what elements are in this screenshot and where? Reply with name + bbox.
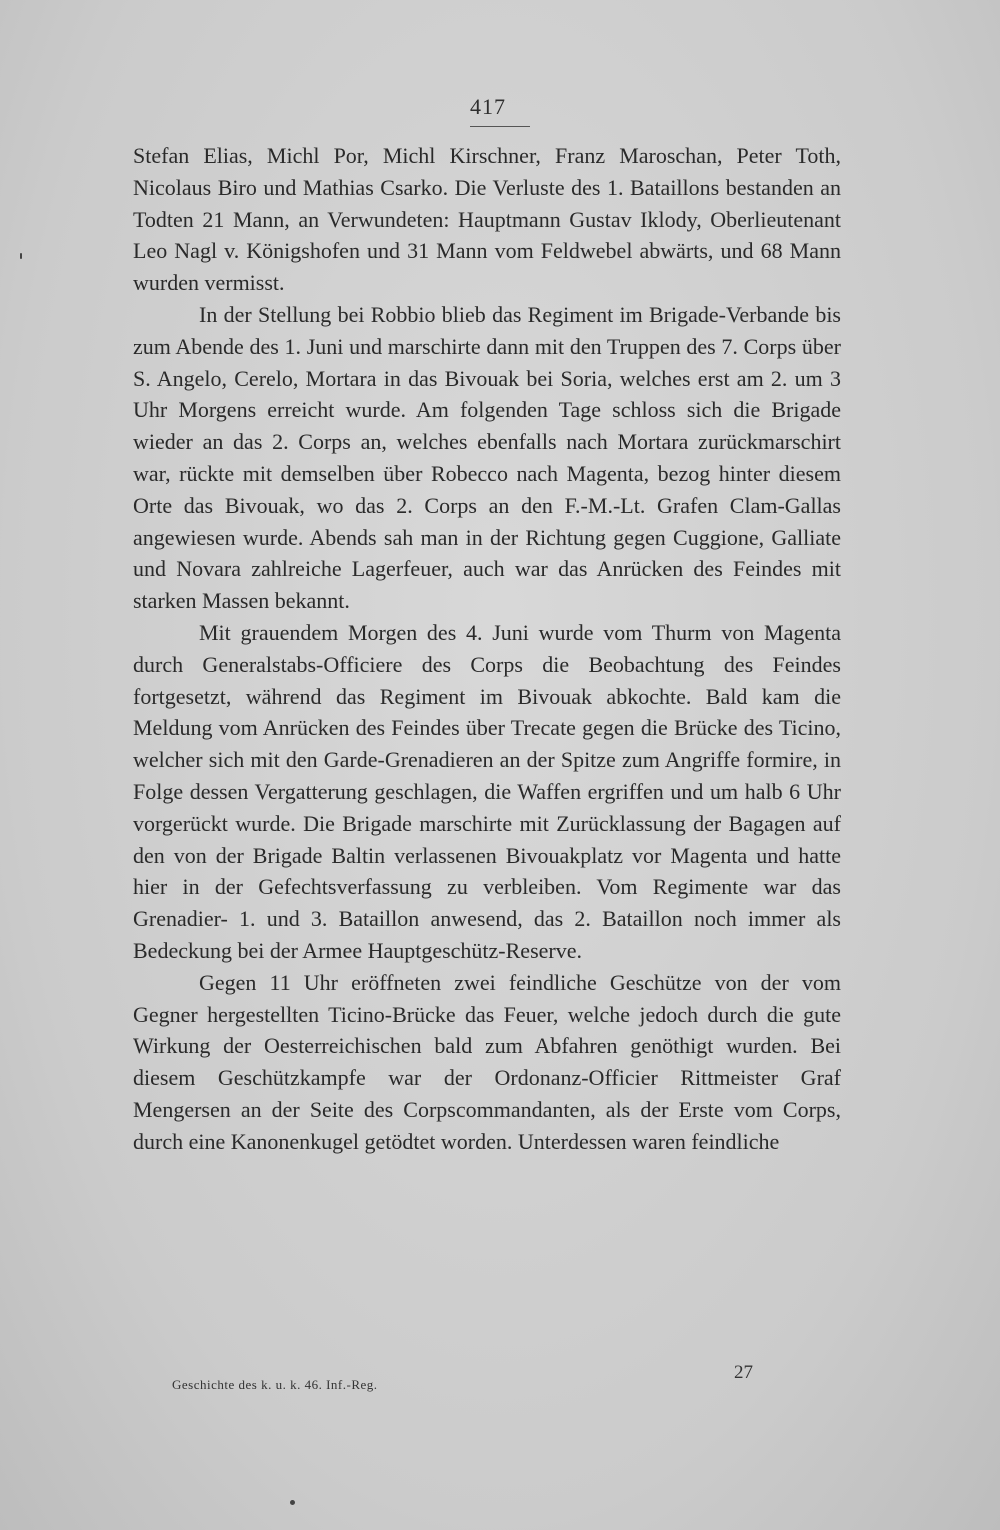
page-number-rule [470,126,530,127]
paragraph-2: In der Stellung bei Robbio blieb das Regiment im Brigade-Verbande bis zum Abende des 1. Juni und marschirte dann mit den Truppen des 7. Corps über S. Angelo, Cerelo, Mortara in das Bivouak bei Soria, welches erst am 2. um 3 Uhr Morgens erreicht wurde. Am folgenden Tage schloss sich die Brigade wieder an das 2. Corps an, welches ebenfalls nach Mortara zurückmarschirt war, rückte mit demselben über Robecco nach Magenta, bezog hinter diesem Orte das Bivouak, wo das 2. Corps an den F.-M.-Lt. Grafen Clam-Gallas angewiesen wurde. Abends sah man in der Richtung gegen Cuggione, Galliate und Novara zahlreiche Lagerfeuer, auch war das Anrücken des Feindes mit starken Massen bekannt. [133,301,841,614]
paragraph-4: Gegen 11 Uhr eröffneten zwei feindliche Geschütze von der vom Gegner hergestellten Ticino-Brücke das Feuer, welche jedoch durch die gute Wirkung der Oesterreichischen bald zum Abfahren genöthigt wurden. Bei diesem Geschützkampfe war der Ordonanz-Officier Rittmeister Graf Mengersen an der Seite des Corpscommandanten, als der Erste vom Corps, durch eine Kanonenkugel getödtet worden. Unterdessen waren feindliche [133,969,841,1154]
paragraph-1: Stefan Elias, Michl Por, Michl Kirschner, Franz Maroschan, Peter Toth, Nicolaus Biro und Mathias Csarko. Die Verluste des 1. Bataillons bestanden an Todten 21 Mann, an Verwundeten: Hauptmann Gustav Iklody, Oberlieutenant Leo Nagl v. Königshofen und 31 Mann vom Feldwebel abwärts, und 68 Mann wurden vermisst. [133,143,841,296]
paragraph-3: Mit grauendem Morgen des 4. Juni wurde vom Thurm von Magenta durch Generalstabs-Officiere des Corps die Beobachtung des Feindes fortgesetzt, während das Regiment im Bivouak abkochte. Bald kam die Meldung vom Anrücken des Feindes über Trecate gegen die Brücke des Ticino, welcher sich mit den Garde-Grenadieren an der Spitze zum Angriffe formire, in Folge dessen Vergatterung geschlagen, die Waffen ergriffen und um halb 6 Uhr vorgerückt wurde. Die Brigade marschirte mit Zurücklassung der Bagagen auf den von der Brigade Baltin verlassenen Bivouakplatz vor Magenta und hatte hier in der Gefechtsverfassung zu verbleiben. Vom Regimente war das Grenadier- 1. und 3. Bataillon anwesend, das 2. Bataillon noch immer als Bedeckung bei der Armee Hauptgeschütz-Reserve. [133,619,841,963]
print-speck [290,1500,295,1505]
print-speck [20,253,22,259]
footer-signature-title: Geschichte des k. u. k. 46. Inf.-Reg. [172,1377,378,1392]
footer-signature-number: 27 [734,1362,753,1383]
page-number: 417 [470,94,506,119]
body-text [133,140,841,1158]
